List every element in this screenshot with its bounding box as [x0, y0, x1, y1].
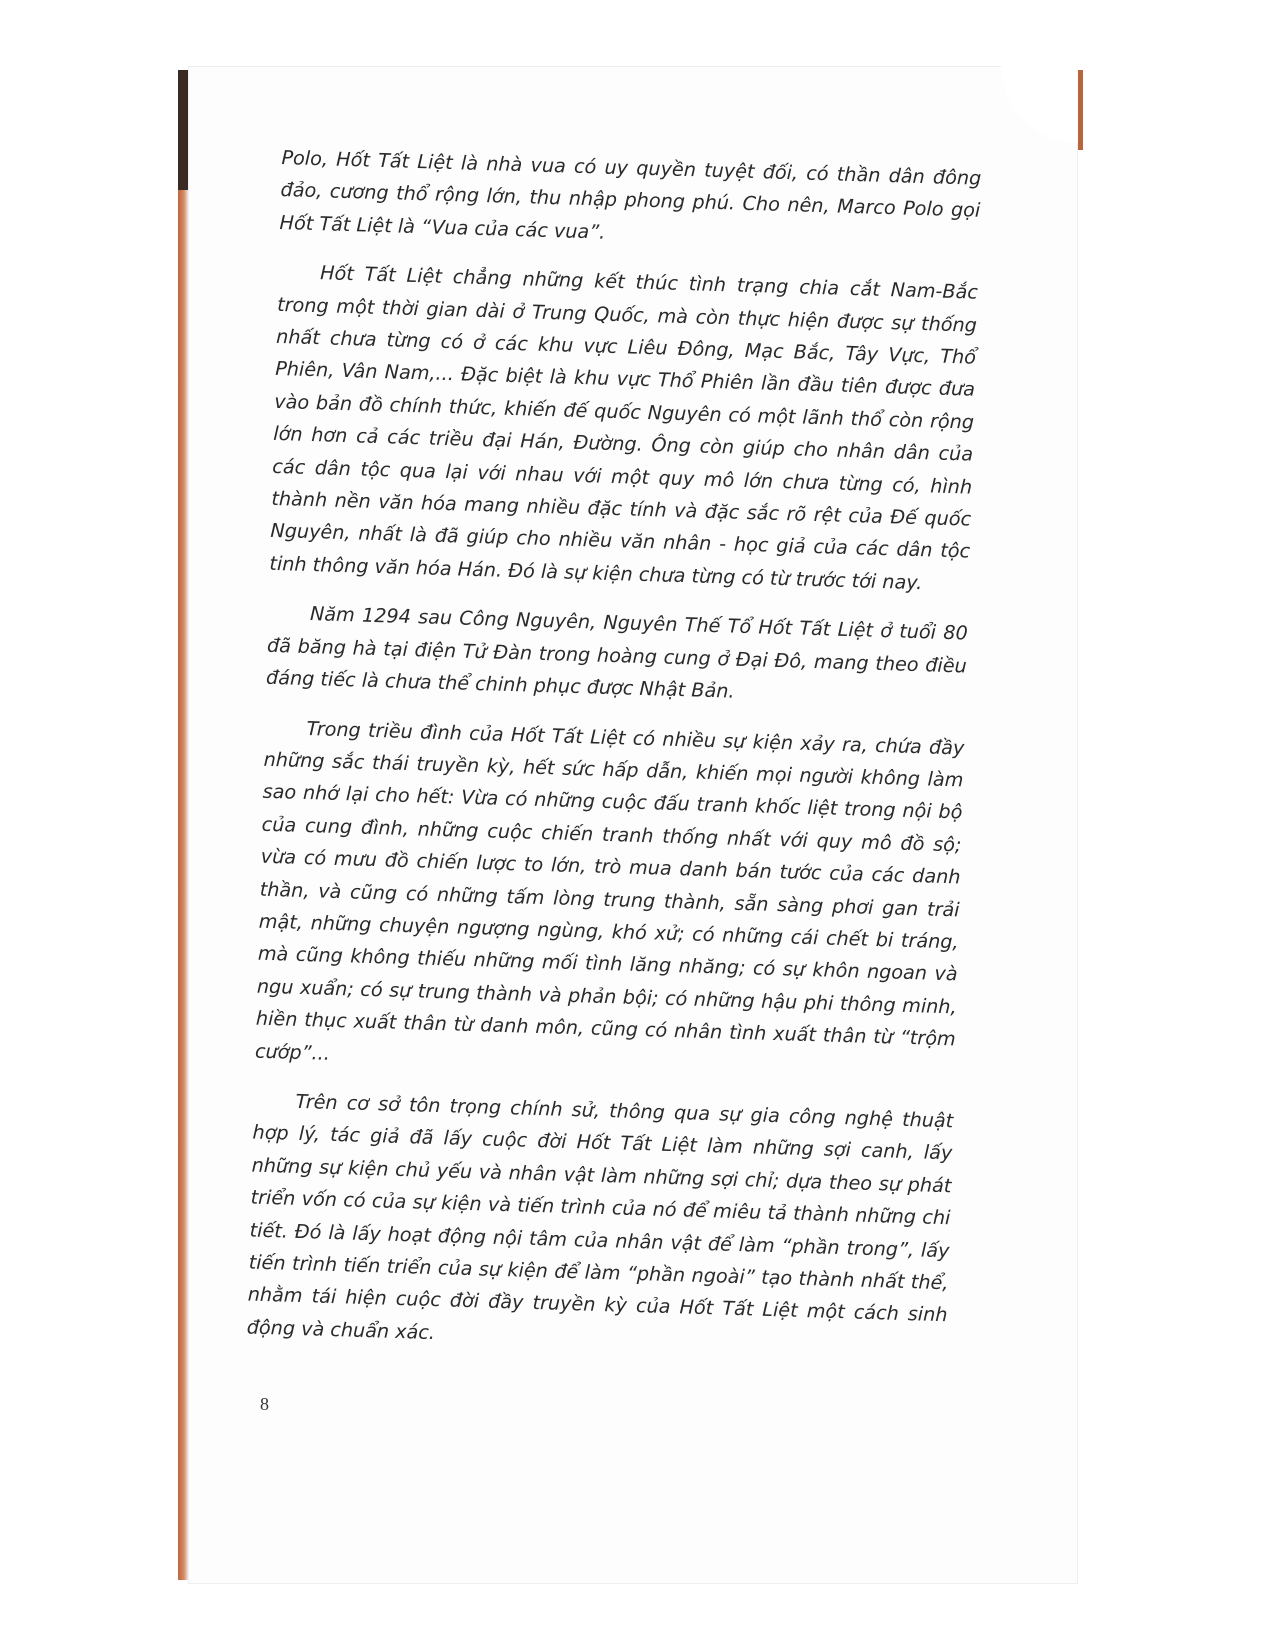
- paragraph-1: Polo, Hốt Tất Liệt là nhà vua có uy quyền tuyệt đối, có thần dân đông đảo, cương thổ rộng lớn, thu nhập phong phú. Cho nên, Marco Polo gọi Hốt Tất Liệt là “Vua của các vua”.: [279, 145, 982, 244]
- book-spine-shadow: [178, 70, 188, 190]
- paragraph-5: Trên cơ sở tôn trọng chính sử, thông qua sự gia công nghệ thuật hợp lý, tác giả đã lấy cuộc đời Hốt Tất Liệt làm những sợi canh, lấy những sự kiện chủ yếu và nhân vật làm những sợi chỉ; dựa theo sự phát triển vốn có của sự kiện và tiến trình của nó để miêu tả thành những chi tiết. Đó là lấy hoạt động nội tâm của nhân vật để làm “phần trong”, lấy tiến trình tiến triển của sự kiện để làm “phần ngoài” tạo thành nhất thể, nhằm tái hiện cuộc đời đầy truyền kỳ của Hốt Tất Liệt một cách sinh động và chuẩn xác.: [246, 1089, 954, 1344]
- page-body: [246, 142, 982, 1381]
- paragraph-4: Trong triều đình của Hốt Tất Liệt có nhiều sự kiện xảy ra, chứa đầy những sắc thái truyền kỳ, hết sức hấp dẫn, khiến mọi người không làm sao nhớ lại cho hết: Vừa có những cuộc đấu tranh khốc liệt trong nội bộ của cung đình, những cuộc chiến tranh thống nhất với quy mô đồ sộ; vừa có mưu đồ chiến lược to lớn, trò mua danh bán tước của các danh thần, và cũng có những tấm lòng trung thành, sẵn sàng phơi gan trải mật, những chuyện ngượng ngùng, khó xử; có những cái chết bi tráng, mà cũng không thiếu những mối tình lăng nhăng; có sự khôn ngoan và ngu xuẩn; có sự trung thành và phản bội; có những hậu phi thông minh, hiền thục xuất thân từ danh môn, cũng có nhân tình xuất thân từ “trộm cướp”...: [254, 716, 965, 1065]
- page-corner-curl: [988, 66, 1078, 156]
- paragraph-2: Hốt Tất Liệt chẳng những kết thúc tình trạng chia cắt Nam-Bắc trong một thời gian dài ở Trung Quốc, mà còn thực hiện được sự thống nhất chưa từng có ở các khu vực Liêu Đông, Mạc Bắc, Tây Vực, Thổ Phiên, Vân Nam,... Đặc biệt là khu vực Thổ Phiên lần đầu tiên được đưa vào bản đồ chính thức, khiến đế quốc Nguyên có một lãnh thổ còn rộng lớn hơn cả các triều đại Hán, Đường. Ông còn giúp cho nhân dân của các dân tộc qua lại với nhau với một quy mô lớn chưa từng có, hình thành nền văn hóa mang nhiều đặc tính và đặc sắc rõ rệt của Đế quốc Nguyên, nhất là đã giúp cho nhiều văn nhân - học giả của các dân tộc tinh thông văn hóa Hán. Đó là sự kiện chưa từng có từ trước tới nay.: [269, 261, 979, 595]
- book-page: [188, 66, 1078, 1584]
- paragraph-3: Năm 1294 sau Công Nguyên, Nguyên Thế Tổ Hốt Tất Liệt ở tuổi 80 đã băng hà tại điện Tử Đàn trong hoàng cung ở Đại Đô, mang theo điều đáng tiếc là chưa thể chinh phục được Nhật Bản.: [265, 602, 969, 703]
- page-number: 8: [260, 1394, 269, 1414]
- book-cover-edge-left: [178, 70, 188, 1580]
